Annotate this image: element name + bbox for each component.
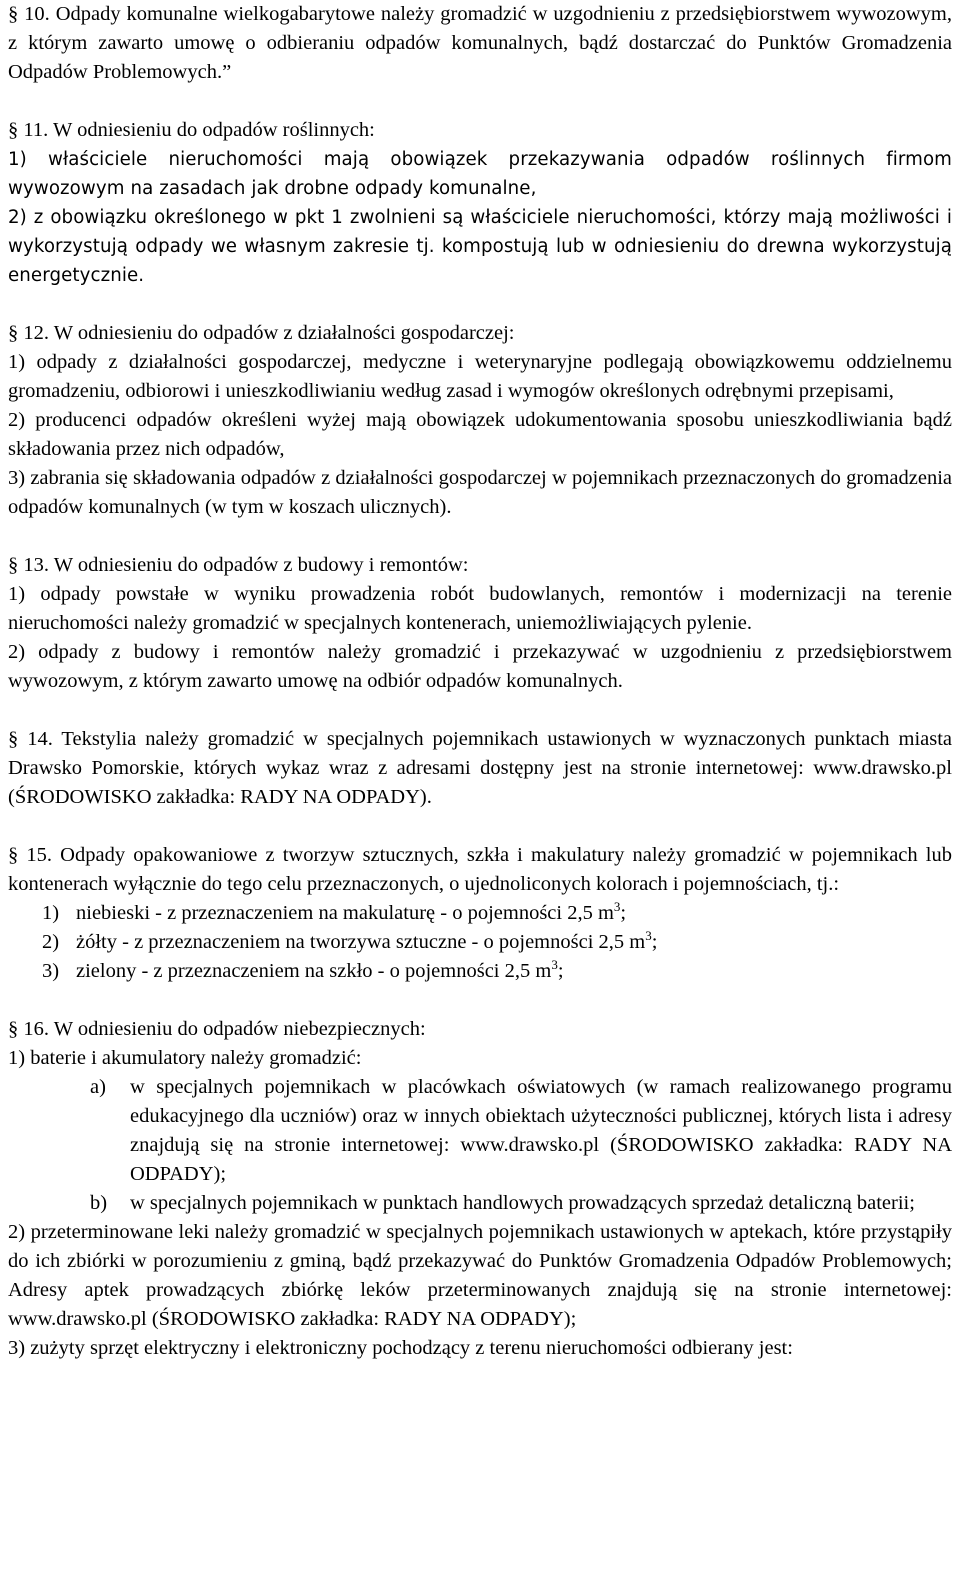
paragraph-11-title: 11. W odniesieniu do odpadów roślinnych: — [23, 119, 375, 141]
list-item — [42, 899, 952, 928]
paragraph-13-item-2: 2) odpady z budowy i remontów należy gromadzić i przekazywać w uzgodnieniu z przedsiębiorstwem wywozowym, z którym zawarto umowę na odbiór odpadów komunalnych. — [8, 641, 952, 692]
list-item-text: w specjalnych pojemnikach w punktach handlowych prowadzących sprzedaż detaliczną baterii; — [130, 1192, 915, 1214]
superscript: 3 — [645, 928, 652, 944]
paragraph-14 — [8, 725, 952, 812]
section-sign: § — [8, 554, 19, 576]
list-item-number: 2) — [42, 931, 60, 953]
paragraph-16-item-2: 2) przeterminowane leki należy gromadzić w specjalnych pojemnikach ustawionych w aptekach, które przystąpiły do ich zbiórki w porozumieniu z gminą, bądź przekazywać do Punktów Gromadzenia Odpadów Problemowych; Adresy aptek prowadzących zbiórkę leków przeterminowanych znajdują się na stronie internetowej: www.drawsko.pl (ŚRODOWISKO zakładka: RADY NA ODPADY); — [8, 1221, 952, 1330]
section-sign: § — [8, 3, 19, 25]
paragraph-10-text: 10. Odpady komunalne wielkogabarytowe należy gromadzić w uzgodnieniu z przedsiębiorstwem wywozowym, z którym zawarto umowę o odbieraniu odpadów komunalnych, bądź dostarczać do Punktów Gromadzenia Odpadów Problemowych.” — [8, 3, 952, 83]
battery-location-list — [8, 1073, 952, 1218]
paragraph-12 — [8, 319, 952, 522]
paragraph-11-item-1: 1) właściciele nieruchomości mają obowiązek przekazywania odpadów roślinnych firmom wywozowym na zasadach jak drobne odpady komunalne, — [8, 149, 952, 199]
document-page — [8, 0, 952, 1363]
paragraph-11-item-2: 2) z obowiązku określonego w pkt 1 zwolnieni są właściciele nieruchomości, którzy mają możliwości i wykorzystują odpady we własnym zakresie tj. kompostują lub w odniesieniu do drewna wykorzystują energetycznie. — [8, 207, 952, 286]
paragraph-13 — [8, 551, 952, 696]
paragraph-12-head — [8, 319, 952, 348]
superscript: 3 — [613, 899, 621, 915]
list-item-end: ; — [557, 960, 564, 982]
superscript: 3 — [551, 957, 558, 973]
list-item-text: niebieski - z przeznaczeniem na makulaturę - o pojemności 2,5 m — [76, 902, 614, 924]
list-item-number: 3) — [42, 960, 60, 982]
paragraph-15-text: 15. Odpady opakowaniowe z tworzyw sztucznych, szkła i makulatury należy gromadzić w pojemnikach lub kontenerach wyłącznie do tego celu przeznaczonych, o ujednoliconych kolorach i pojemnościach, tj.: — [8, 844, 952, 895]
paragraph-16-item-1: 1) baterie i akumulatory należy gromadzić: — [8, 1047, 362, 1069]
paragraph-13-head — [8, 551, 952, 580]
paragraph-16-item-3: 3) zużyty sprzęt elektryczny i elektroniczny pochodzący z terenu nieruchomości odbierany jest: — [8, 1337, 793, 1359]
paragraph-12-item-1: 1) odpady z działalności gospodarczej, medyczne i weterynaryjne podlegają obowiązkowemu oddzielnemu gromadzeniu, odbiorowi i unieszkodliwianiu według zasad i wymogów określonych odrębnymi przepisami, — [8, 351, 952, 402]
paragraph-13-title: 13. W odniesieniu do odpadów z budowy i remontów: — [23, 554, 469, 576]
list-item — [8, 1073, 952, 1189]
paragraph-15-intro — [8, 841, 952, 899]
list-item-label: a) — [90, 1076, 106, 1098]
paragraph-16 — [8, 1015, 952, 1363]
paragraph-16-head — [8, 1015, 952, 1044]
paragraph-11-head — [8, 116, 952, 145]
list-item-text: w specjalnych pojemnikach w placówkach oświatowych (w ramach realizowanego programu edukacyjnego dla uczniów) oraz w innych obiektach użyteczności publicznej, których lista i adresy znajdują się na stronie internetowej: www.drawsko.pl (ŚRODOWISKO zakładka: RADY NA ODPADY); — [130, 1076, 952, 1185]
paragraph-15 — [8, 841, 952, 986]
paragraph-13-item-1: 1) odpady powstałe w wyniku prowadzenia robót budowlanych, remontów i modernizacji na terenie nieruchomości należy gromadzić w specjalnych kontenerach, uniemożliwiających pylenie. — [8, 583, 952, 634]
container-color-list — [42, 899, 952, 986]
paragraph-16-title: 16. W odniesieniu do odpadów niebezpiecznych: — [23, 1018, 426, 1040]
list-item-number: 1) — [42, 902, 60, 924]
list-item-end: ; — [651, 931, 658, 953]
paragraph-14-text: 14. Tekstylia należy gromadzić w specjalnych pojemnikach ustawionych w wyznaczonych punktach miasta Drawsko Pomorskie, których wykaz wraz z adresami dostępny jest na stronie internetowej: www.drawsko.pl (ŚRODOWISKO zakładka: RADY NA ODPADY). — [8, 728, 953, 808]
list-item — [42, 957, 952, 986]
paragraph-12-item-2: 2) producenci odpadów określeni wyżej mają obowiązek udokumentowania sposobu unieszkodliwiania bądź składowania przez nich odpadów, — [8, 409, 952, 460]
list-item — [8, 1189, 952, 1218]
list-item-text: żółty - z przeznaczeniem na tworzywa sztuczne - o pojemności 2,5 m — [76, 931, 646, 953]
section-sign: § — [8, 322, 19, 344]
list-item-end: ; — [620, 902, 627, 924]
paragraph-12-title: 12. W odniesieniu do odpadów z działalności gospodarczej: — [23, 322, 515, 344]
paragraph-11 — [8, 116, 952, 290]
section-sign: § — [8, 844, 19, 866]
section-sign: § — [8, 1018, 19, 1040]
paragraph-12-item-3: 3) zabrania się składowania odpadów z działalności gospodarczej w pojemnikach przeznaczonych do gromadzenia odpadów komunalnych (w tym w koszach ulicznych). — [8, 467, 952, 518]
paragraph-10 — [8, 0, 952, 87]
list-item-text: zielony - z przeznaczeniem na szkło - o pojemności 2,5 m — [76, 960, 552, 982]
section-sign: § — [8, 728, 19, 750]
list-item — [42, 928, 952, 957]
list-item-label: b) — [90, 1192, 108, 1214]
section-sign: § — [8, 119, 19, 141]
